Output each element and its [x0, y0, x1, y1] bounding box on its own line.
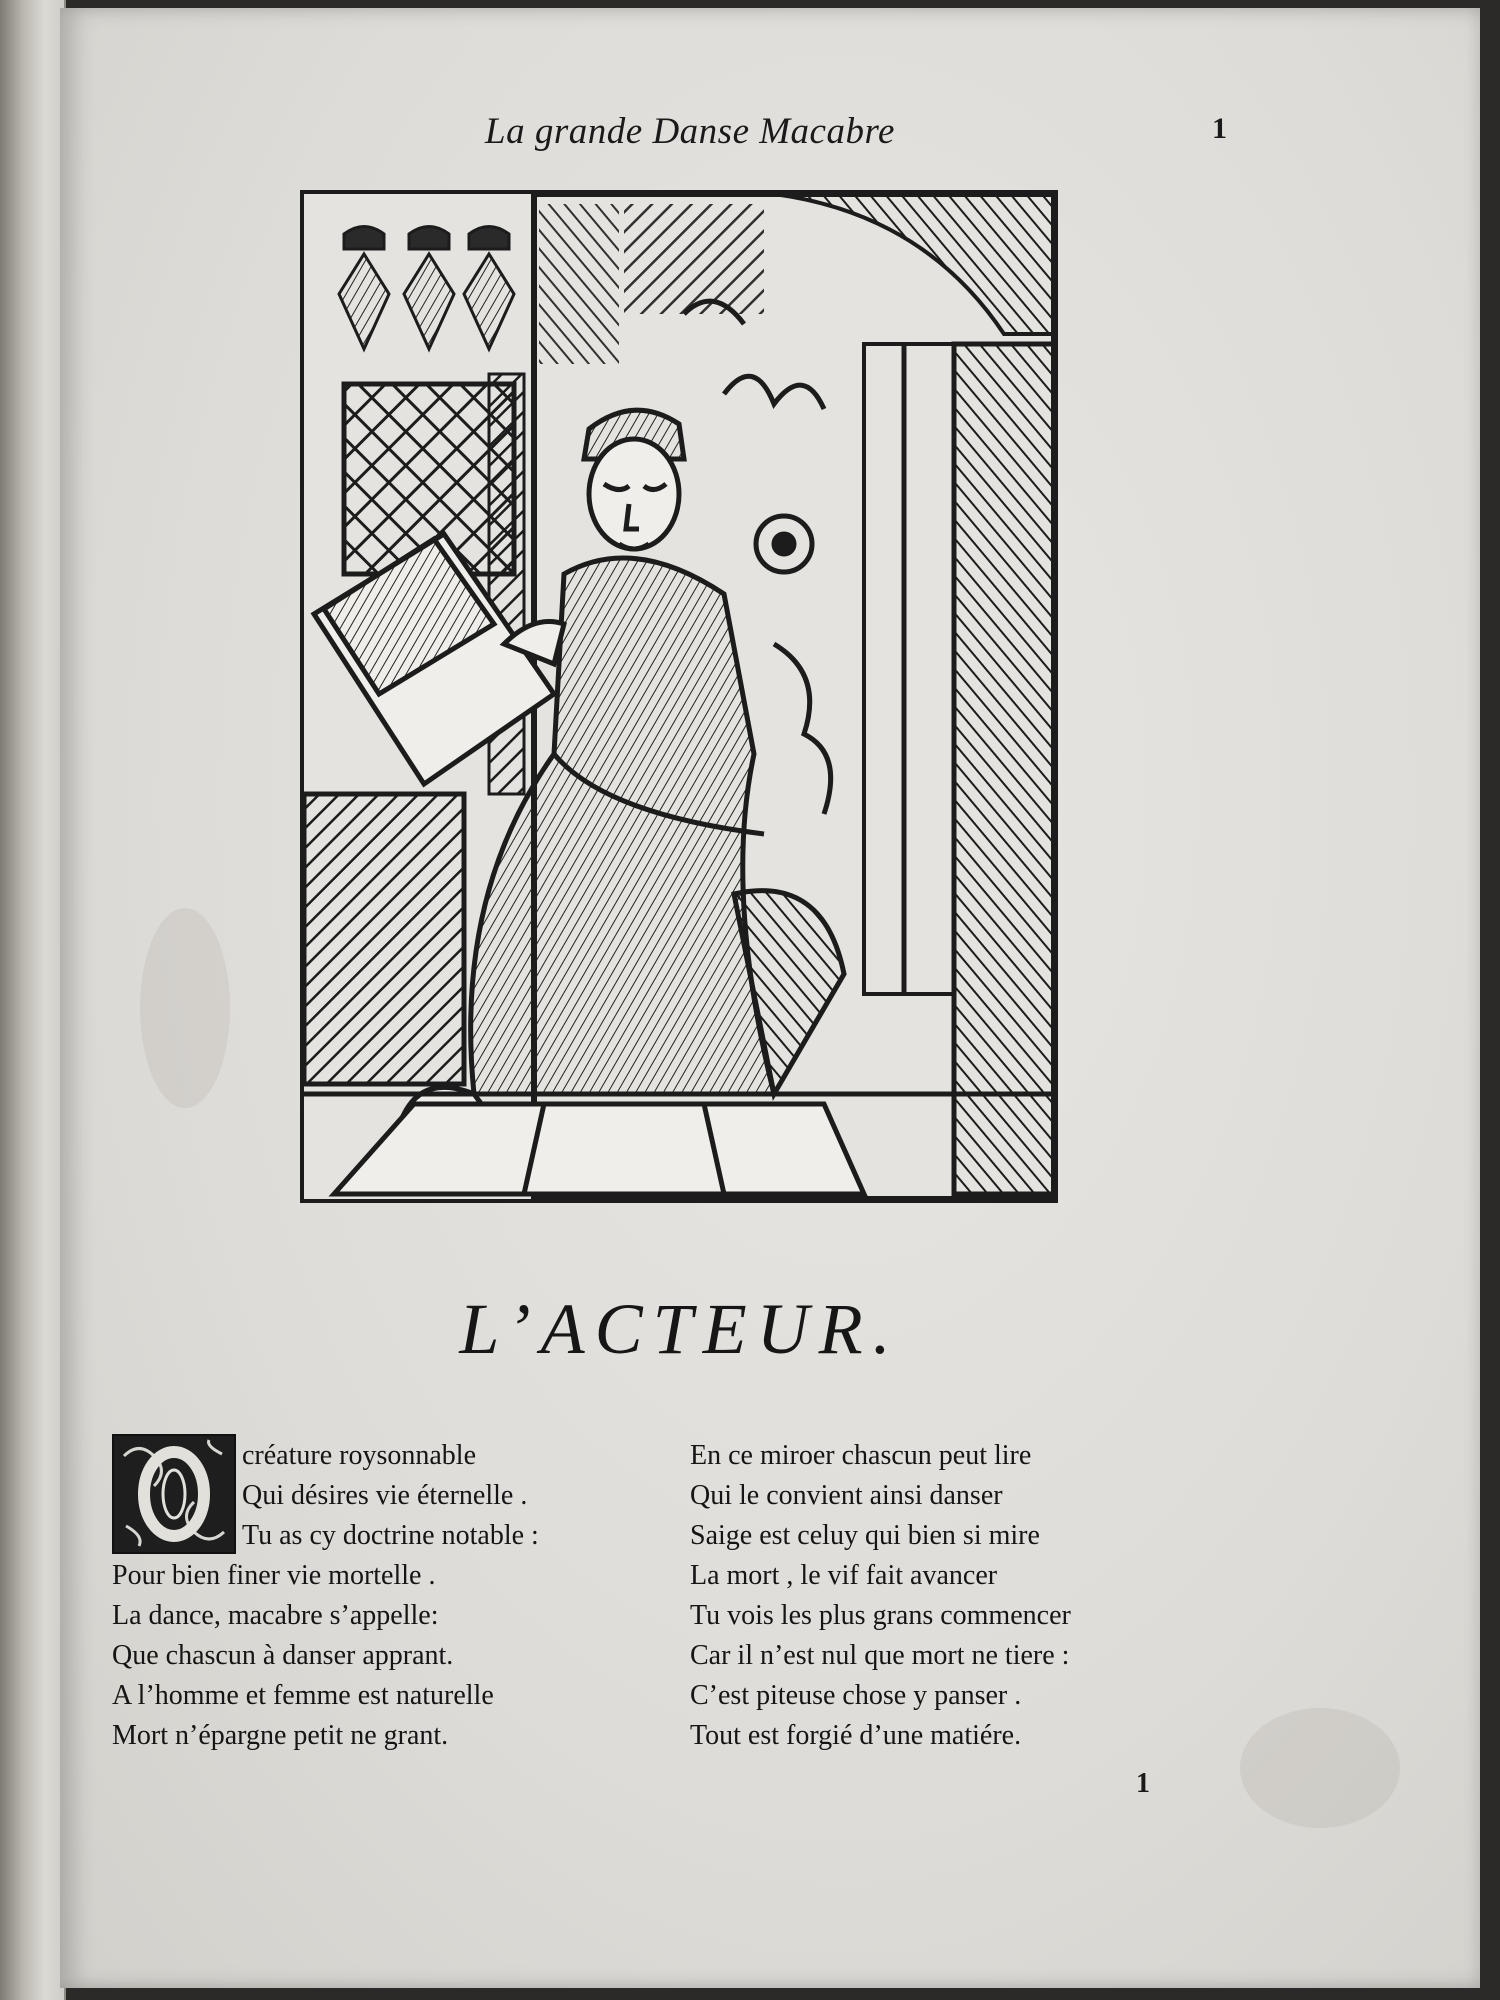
verse-column-right — [690, 1436, 1250, 1756]
verse-line: La mort , le vif fait avancer — [690, 1560, 998, 1591]
verse-line: C’est piteuse chose y panser . — [690, 1680, 1022, 1711]
verse-line: créature roysonnable — [242, 1440, 476, 1471]
verse-line: Mort n’épargne petit ne grant. — [112, 1720, 449, 1751]
woodcut-illustration — [300, 190, 1058, 1203]
verse-line: Qui le convient ainsi danser — [690, 1480, 1003, 1511]
verse-line: Tout est forgié d’une matiére. — [690, 1720, 1022, 1751]
verse-line: Saige est celuy qui bien si mire — [690, 1520, 1040, 1551]
signature-mark: 1 — [1136, 1768, 1150, 1799]
verse-line: En ce miroer chascun peut lire — [690, 1440, 1032, 1471]
coats-of-arms — [339, 227, 514, 350]
verse-line: Tu vois les plus grans commencer — [690, 1600, 1071, 1631]
verse-line: A l’homme et femme est naturelle — [112, 1680, 494, 1711]
paper-stain — [140, 908, 230, 1108]
woodcut-author-icon — [304, 194, 1054, 1199]
verse-line: Tu as cy doctrine notable : — [242, 1520, 539, 1551]
book-spine-edge — [0, 0, 66, 2000]
paper-stain — [1240, 1708, 1400, 1828]
verse-line: Que chascun à danser apprant. — [112, 1640, 454, 1671]
section-title: L’ACTEUR. — [459, 1289, 901, 1369]
page-number: 1 — [1212, 112, 1227, 145]
verse-line: Car il n’est nul que mort ne tiere : — [690, 1640, 1070, 1671]
verse-line: Pour bien finer vie mortelle . — [112, 1560, 436, 1591]
verse-line: La dance, macabre s’appelle: — [112, 1600, 439, 1631]
running-title: La grande Danse Macabre — [485, 111, 895, 152]
verse-line: Qui désires vie éternelle . — [242, 1480, 528, 1511]
verse-column-left — [112, 1436, 672, 1756]
